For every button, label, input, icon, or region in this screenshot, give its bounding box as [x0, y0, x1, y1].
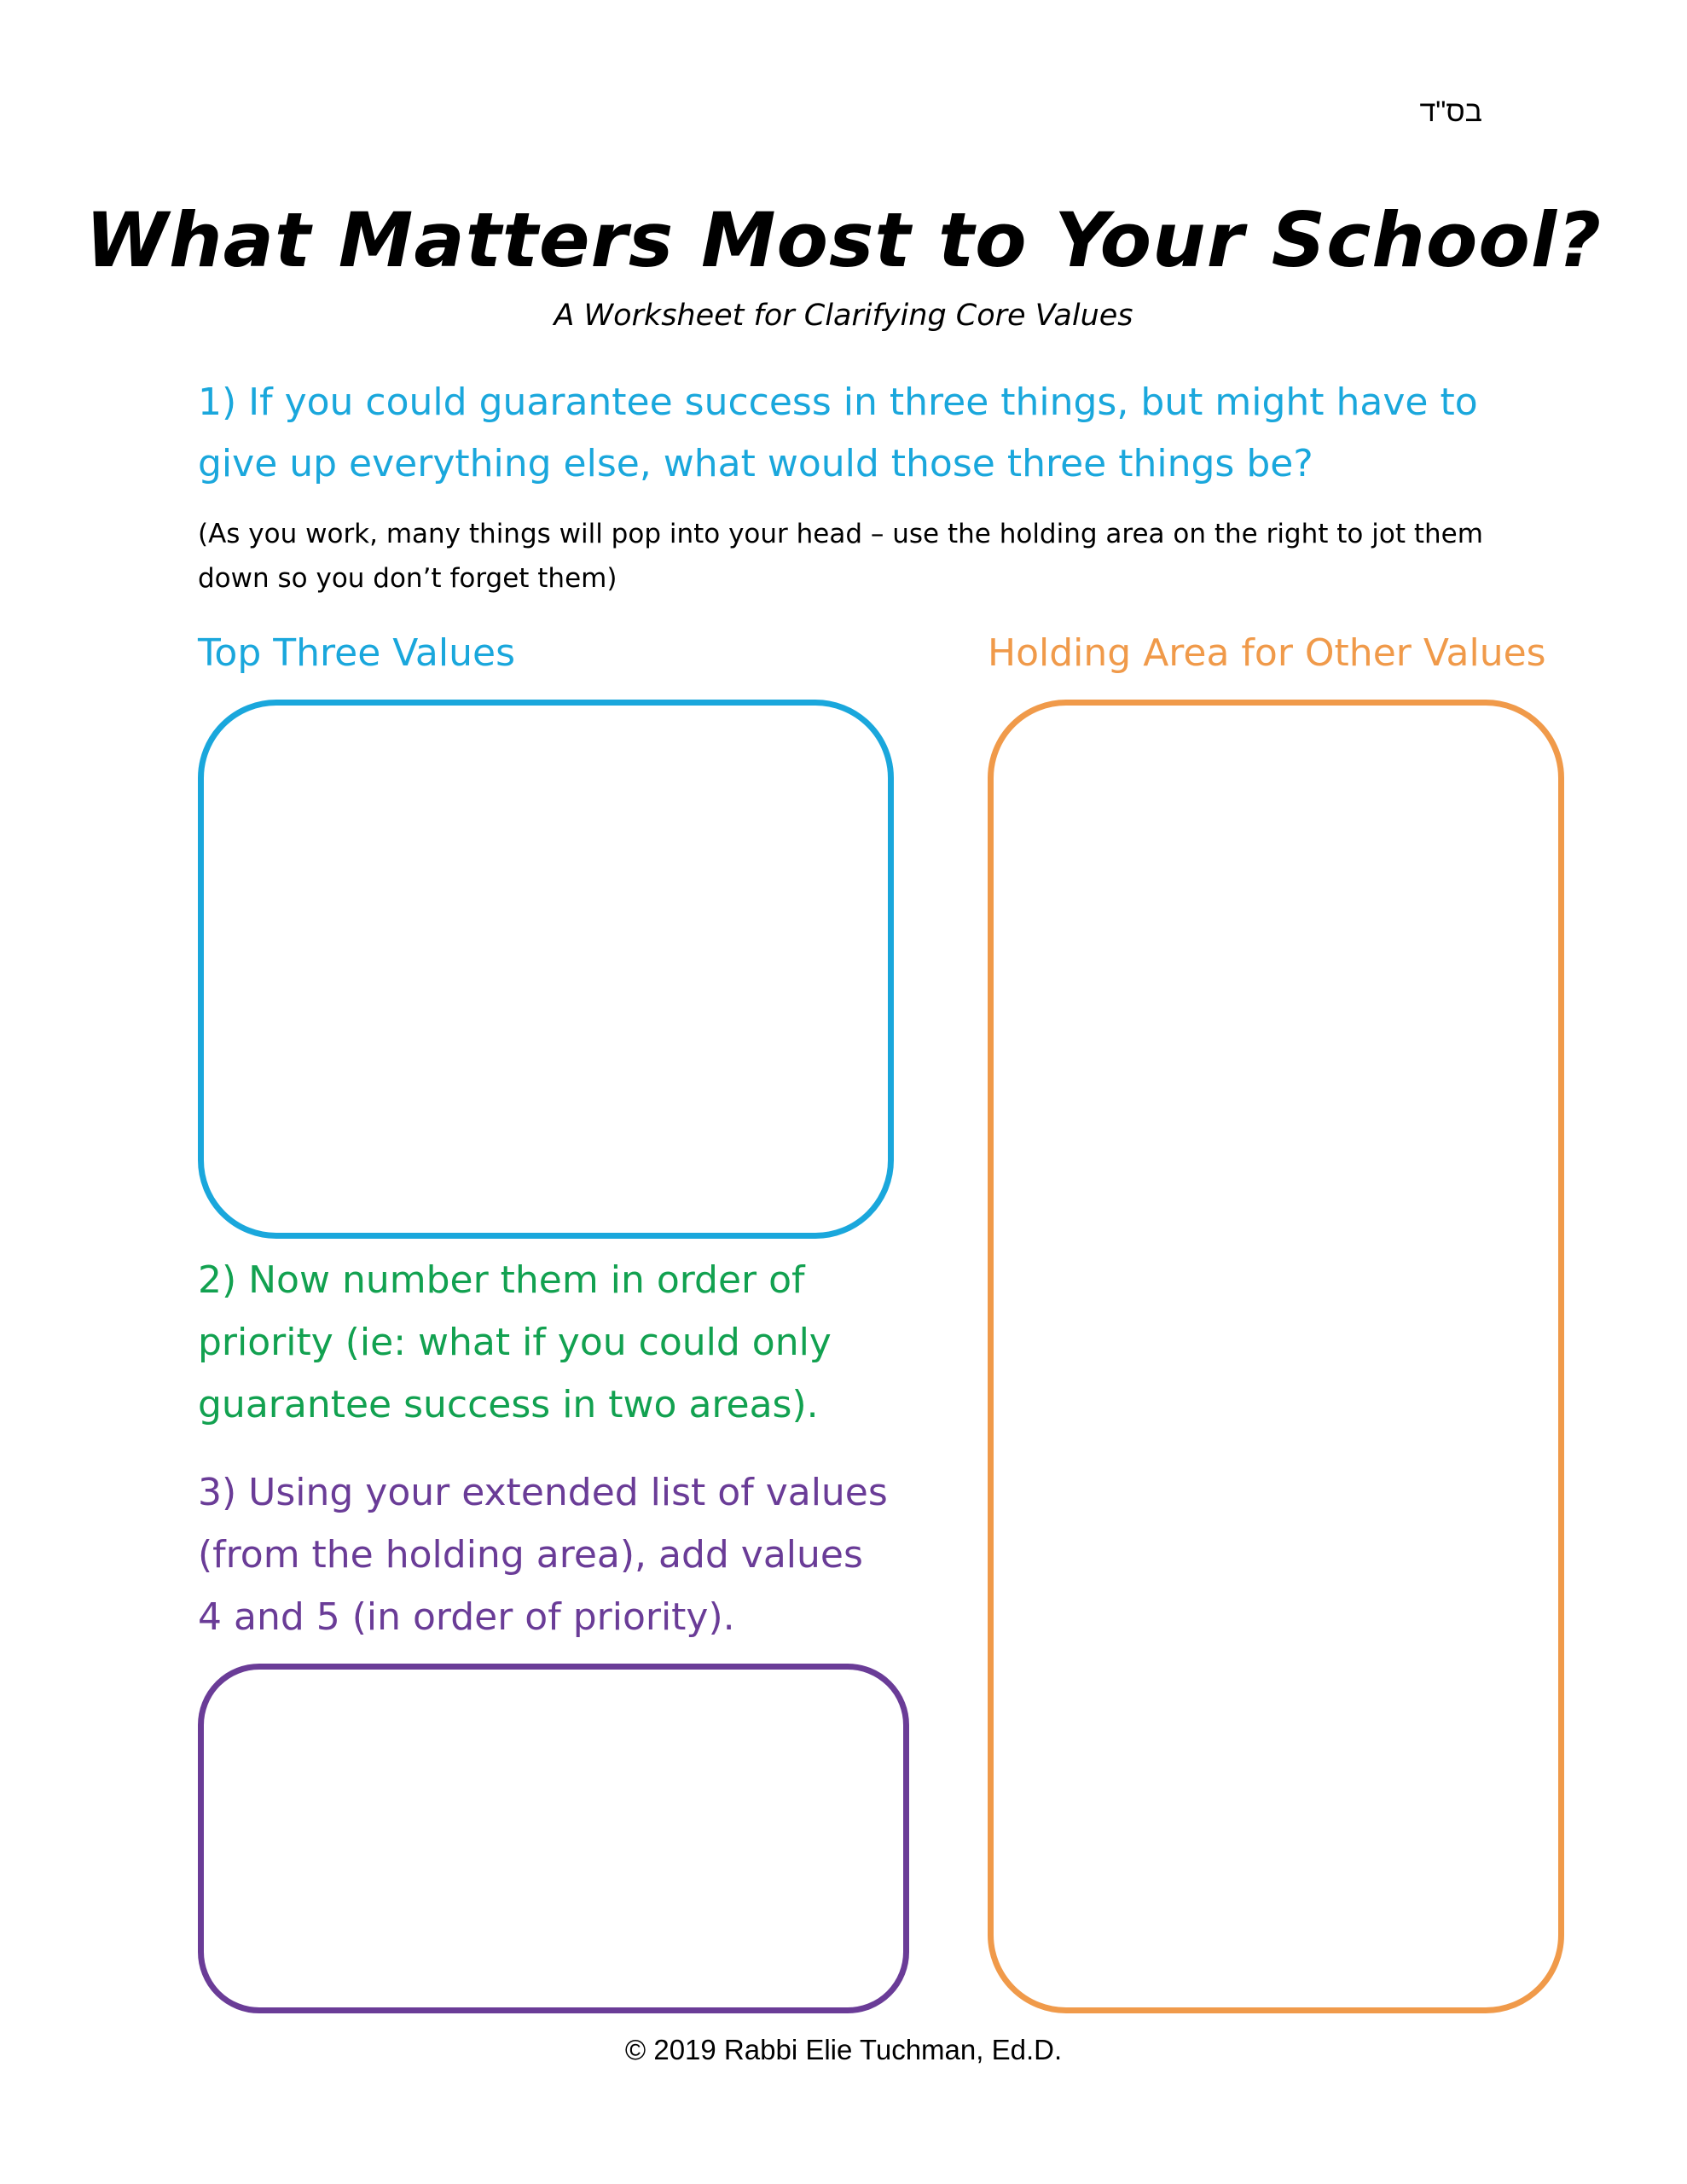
- page-title: What Matters Most to Your School?: [84, 196, 1603, 284]
- holding-area-box[interactable]: [988, 700, 1564, 2013]
- question-1: 1) If you could guarantee success in three things, but might have to give up everything else, what would those three things be?: [198, 380, 1478, 485]
- header-mark: בס"ד: [1419, 96, 1482, 128]
- instruction-note: (As you work, many things will pop into your head – use the holding area on the right to jot them down so you don’t forget them): [198, 519, 1483, 594]
- question-2: 2) Now number them in order of priority (ie: what if you could only guarantee success in two areas).: [198, 1258, 832, 1426]
- top-three-values-label: Top Three Values: [198, 631, 516, 675]
- copyright-footer: © 2019 Rabbi Elie Tuchman, Ed.D.: [624, 2034, 1063, 2065]
- extended-values-box[interactable]: [198, 1664, 909, 2013]
- holding-area-label: Holding Area for Other Values: [988, 631, 1546, 675]
- question-3: 3) Using your extended list of values (from the holding area), add values 4 and 5 (in order of priority).: [198, 1471, 888, 1639]
- top-three-values-box[interactable]: [198, 700, 894, 1239]
- page-subtitle: A Worksheet for Clarifying Core Values: [554, 299, 1133, 333]
